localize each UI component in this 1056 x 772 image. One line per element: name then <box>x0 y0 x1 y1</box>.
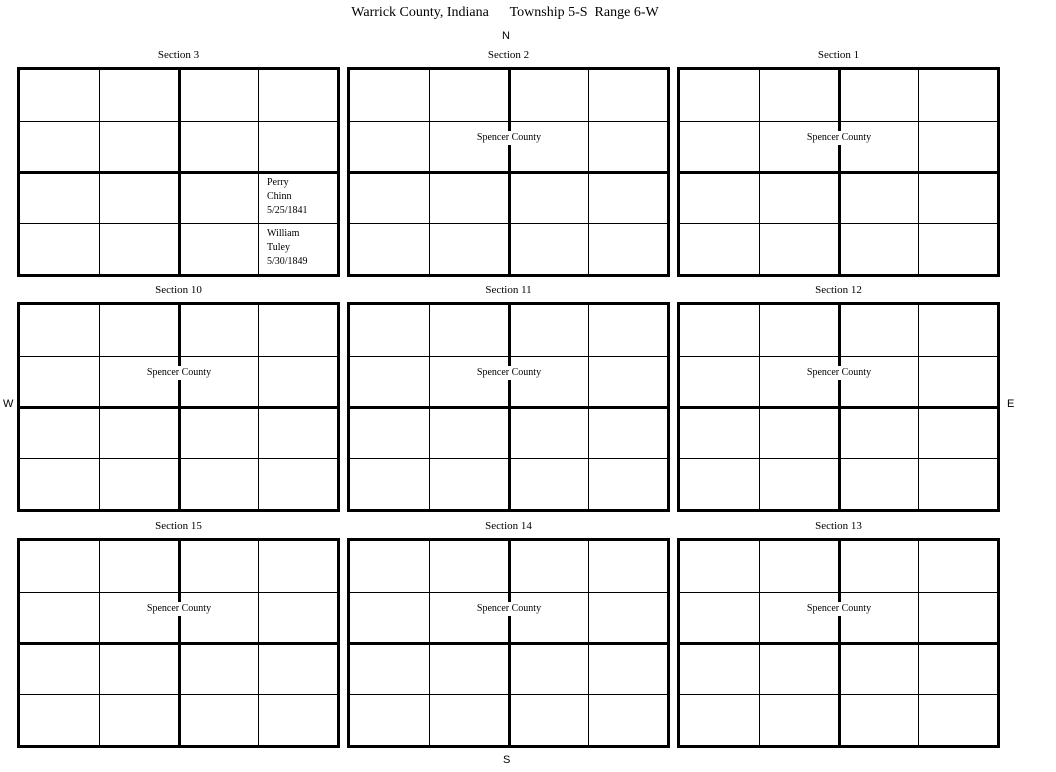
county-annotation: Spencer County <box>431 131 587 145</box>
compass-west: W <box>3 398 14 410</box>
section-label: Section 11 <box>485 284 532 296</box>
quarter-line-horizontal <box>20 121 337 122</box>
county-annotation: Spencer County <box>431 366 587 380</box>
county-annotation: Spencer County <box>431 602 587 616</box>
half-line-horizontal <box>680 171 997 174</box>
county-annotation: Spencer County <box>101 602 257 616</box>
owner-name: William <box>267 228 300 239</box>
section-grid <box>677 538 1000 748</box>
quarter-line-horizontal <box>680 694 997 695</box>
quarter-line-horizontal <box>350 356 667 357</box>
half-line-horizontal <box>680 642 997 645</box>
county-annotation: Spencer County <box>761 366 917 380</box>
section-grid <box>17 538 340 748</box>
owner-name: Perry <box>267 177 289 188</box>
quarter-line-horizontal <box>350 121 667 122</box>
county-annotation: Spencer County <box>101 366 257 380</box>
half-line-horizontal <box>350 642 667 645</box>
quarter-line-horizontal <box>20 592 337 593</box>
section-grid <box>17 302 340 512</box>
quarter-line-horizontal <box>350 458 667 459</box>
land-owner-entry <box>267 227 308 269</box>
section-3 <box>677 49 1000 277</box>
quarter-line-horizontal <box>20 223 337 224</box>
county-annotation: Spencer County <box>761 131 917 145</box>
page-title: Warrick County, Indiana Township 5-S Range 6-W <box>351 5 659 20</box>
section-label: Section 15 <box>155 520 202 532</box>
section-7 <box>17 520 340 748</box>
section-9 <box>677 520 1000 748</box>
section-1 <box>17 49 340 277</box>
section-label: Section 14 <box>485 520 532 532</box>
section-label: Section 13 <box>815 520 862 532</box>
section-grid <box>17 67 340 277</box>
quarter-line-horizontal <box>680 458 997 459</box>
quarter-line-horizontal <box>350 694 667 695</box>
quarter-line-horizontal <box>680 592 997 593</box>
section-grid <box>677 302 1000 512</box>
land-owner-entry <box>267 176 308 218</box>
compass-north: N <box>502 30 510 42</box>
quarter-line-horizontal <box>680 121 997 122</box>
owner-name2: Tuley <box>267 242 290 253</box>
section-2 <box>347 49 670 277</box>
section-grid <box>347 538 670 748</box>
section-label: Section 1 <box>817 49 860 61</box>
county-annotation: Spencer County <box>761 602 917 616</box>
section-4 <box>17 284 340 512</box>
section-6 <box>677 284 1000 512</box>
quarter-line-horizontal <box>350 223 667 224</box>
quarter-line-horizontal <box>680 356 997 357</box>
section-grid <box>347 67 670 277</box>
section-grid <box>677 67 1000 277</box>
quarter-line-horizontal <box>20 356 337 357</box>
compass-south: S <box>503 754 511 766</box>
owner-name2: Chinn <box>267 191 292 202</box>
section-grid <box>347 302 670 512</box>
section-label: Section 12 <box>815 284 862 296</box>
compass-east: E <box>1007 398 1015 410</box>
owner-date: 5/25/1841 <box>267 205 308 216</box>
owner-date: 5/30/1849 <box>267 256 308 267</box>
section-8 <box>347 520 670 748</box>
half-line-horizontal <box>350 406 667 409</box>
half-line-horizontal <box>20 642 337 645</box>
section-5 <box>347 284 670 512</box>
quarter-line-horizontal <box>20 458 337 459</box>
quarter-line-horizontal <box>20 694 337 695</box>
quarter-line-horizontal <box>350 592 667 593</box>
quarter-line-horizontal <box>680 223 997 224</box>
section-label: Section 10 <box>155 284 202 296</box>
section-label: Section 3 <box>157 49 200 61</box>
half-line-horizontal <box>20 406 337 409</box>
half-line-horizontal <box>680 406 997 409</box>
section-label: Section 2 <box>487 49 530 61</box>
half-line-horizontal <box>20 171 337 174</box>
half-line-horizontal <box>350 171 667 174</box>
